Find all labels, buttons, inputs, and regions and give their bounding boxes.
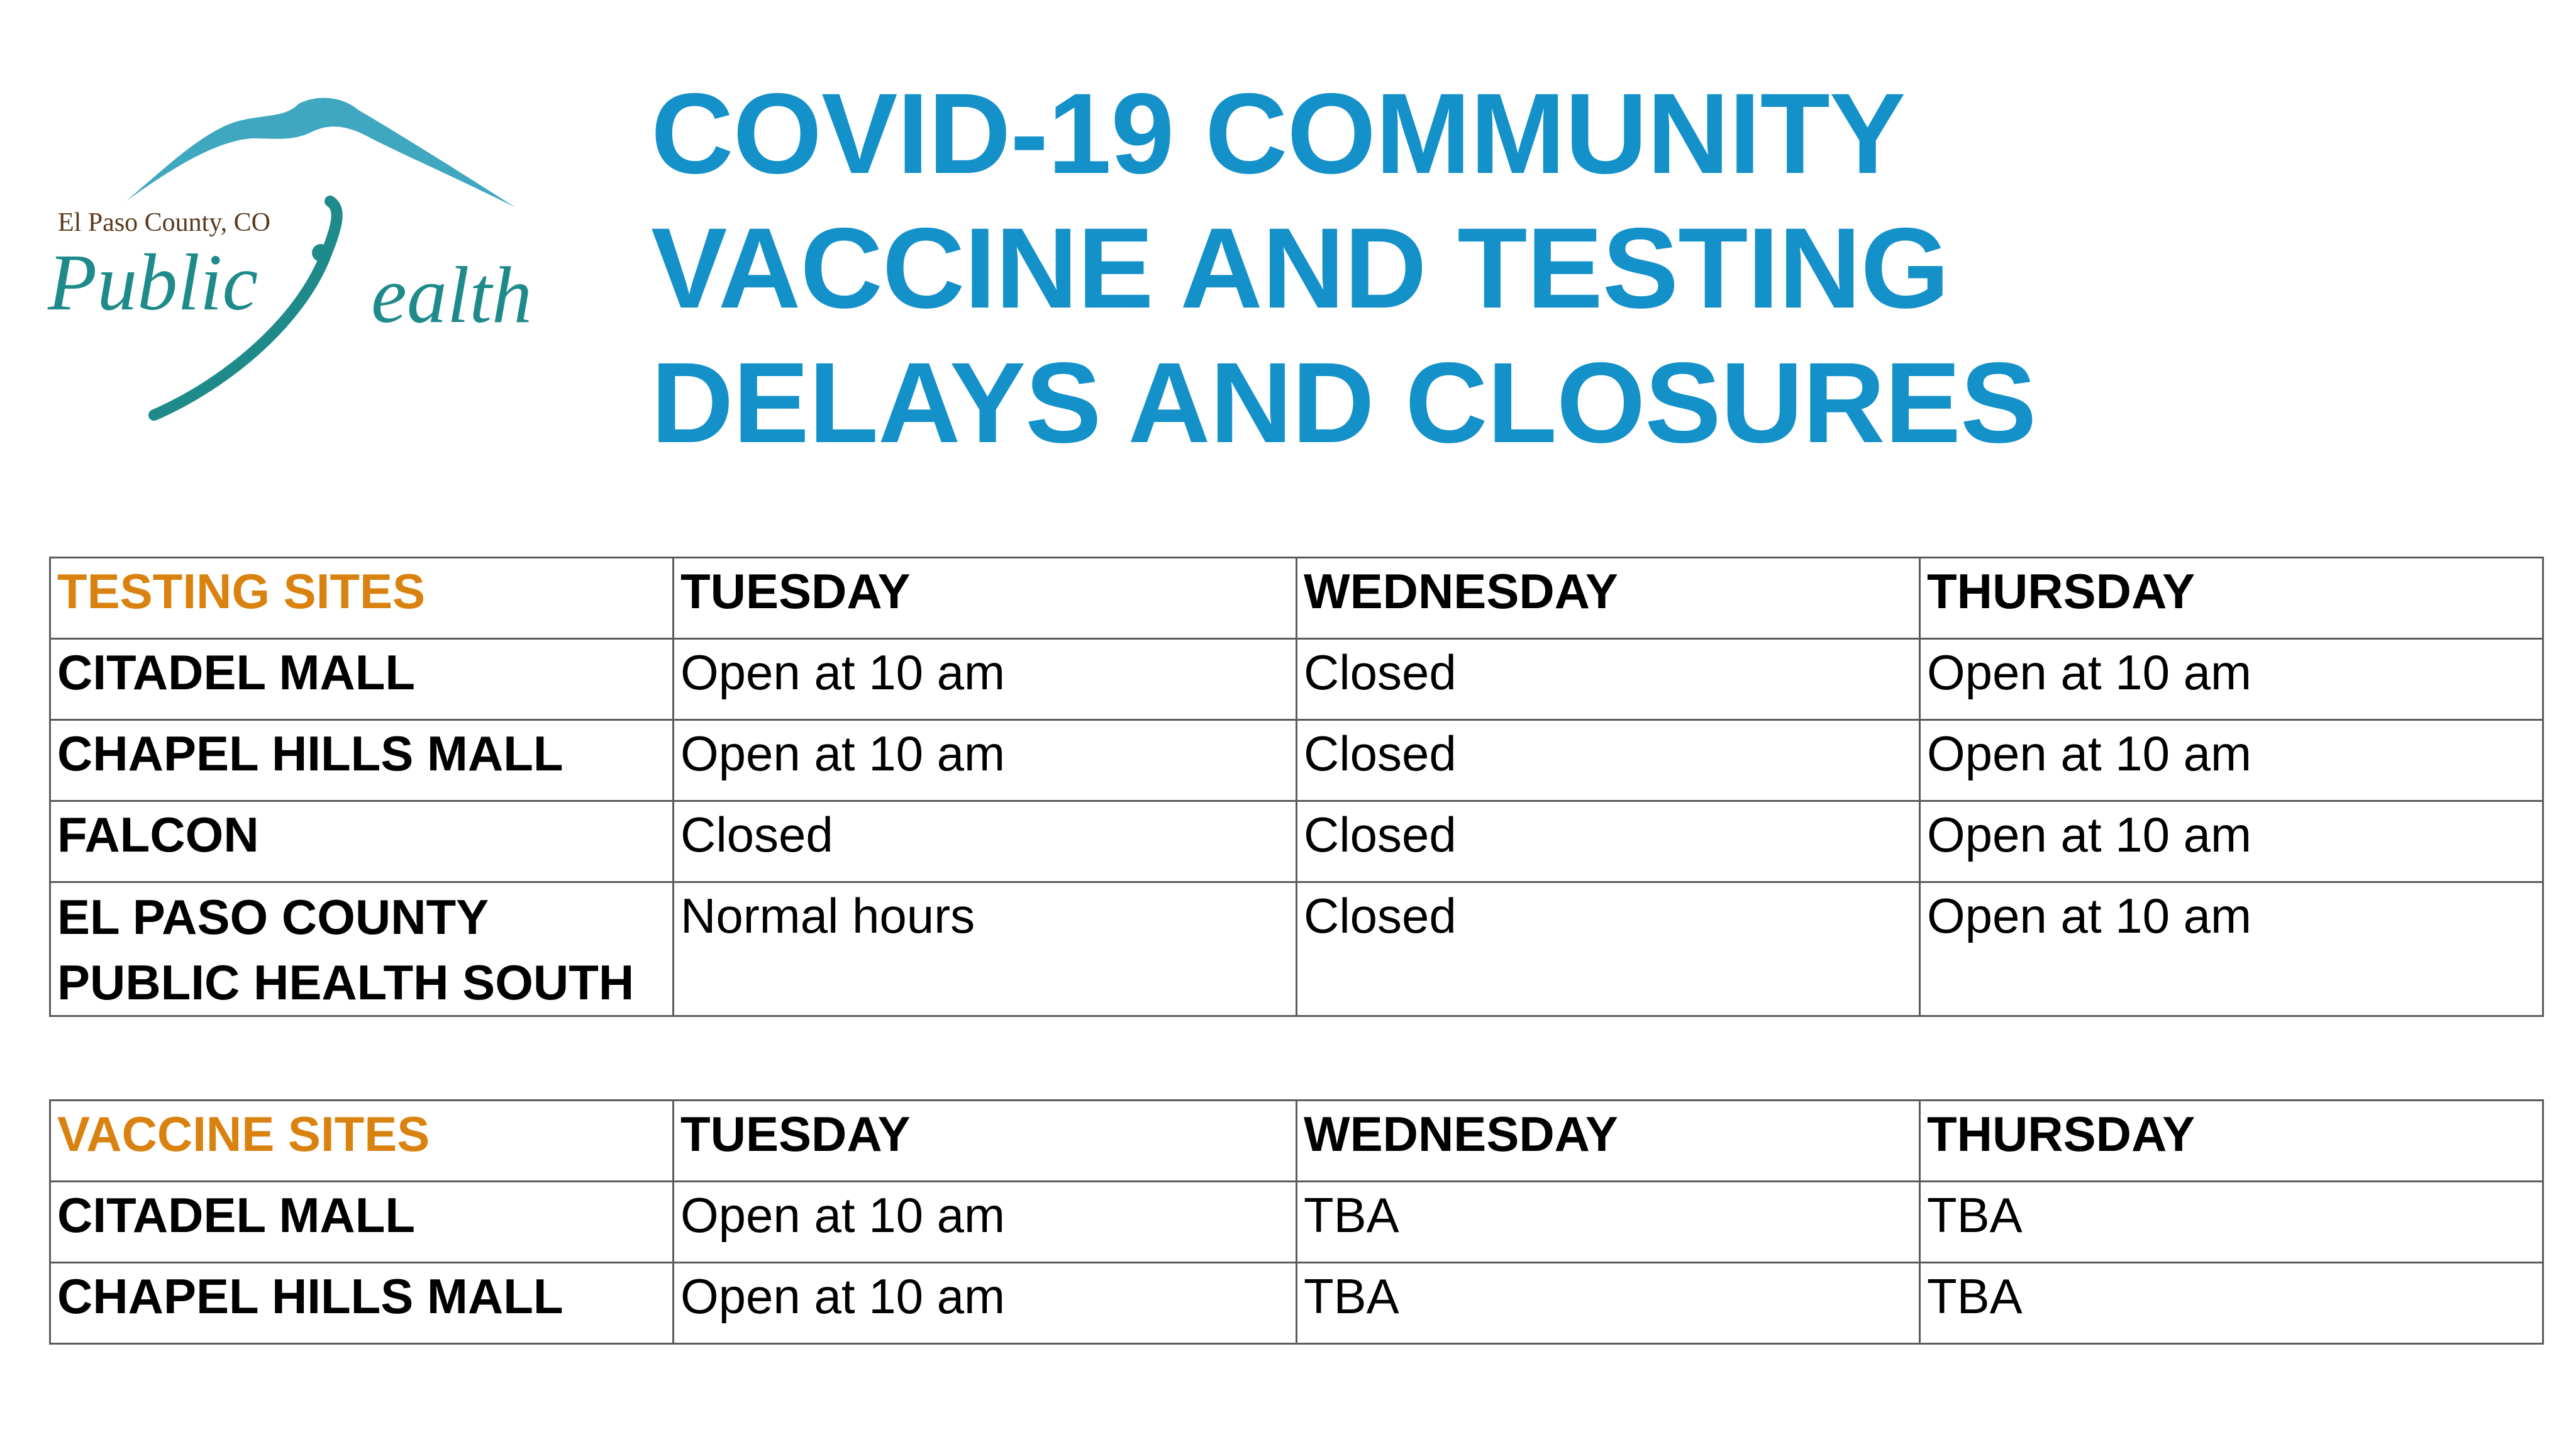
table-header-row: [50, 1101, 2543, 1182]
table-row: [50, 801, 2543, 882]
header-wednesday: WEDNESDAY: [1297, 558, 1920, 639]
table-row: [50, 720, 2543, 801]
public-health-logo: [44, 88, 547, 428]
site-name: CHAPEL HILLS MALL: [50, 1263, 674, 1344]
header-vaccine-sites: VACCINE SITES: [50, 1101, 674, 1182]
table-row: [50, 1263, 2543, 1344]
page-title: [651, 66, 2097, 470]
wednesday-status: Closed: [1297, 882, 1920, 1016]
wednesday-status: TBA: [1297, 1182, 1920, 1263]
table-row: [50, 882, 2543, 1016]
title-line-2: VACCINE AND TESTING: [651, 204, 1949, 332]
table-row: [50, 639, 2543, 720]
testing-sites-table: [49, 557, 2544, 1017]
site-name: FALCON: [50, 801, 674, 882]
header-thursday: THURSDAY: [1920, 1101, 2543, 1182]
tuesday-status: Open at 10 am: [674, 720, 1297, 801]
header-tuesday: TUESDAY: [674, 1101, 1297, 1182]
header-thursday: THURSDAY: [1920, 558, 2543, 639]
wednesday-status: Closed: [1297, 801, 1920, 882]
table-row: [50, 1182, 2543, 1263]
logo-county-text: El Paso County, CO: [58, 208, 270, 237]
tuesday-status: Open at 10 am: [674, 1182, 1297, 1263]
thursday-status: Open at 10 am: [1920, 720, 2543, 801]
tuesday-status: Closed: [674, 801, 1297, 882]
thursday-status: Open at 10 am: [1920, 801, 2543, 882]
table-header-row: [50, 558, 2543, 639]
thursday-status: TBA: [1920, 1263, 2543, 1344]
vaccine-sites-table: [49, 1099, 2544, 1345]
tuesday-status: Open at 10 am: [674, 639, 1297, 720]
thursday-status: Open at 10 am: [1920, 639, 2543, 720]
site-name: CITADEL MALL: [50, 639, 674, 720]
site-name: CITADEL MALL: [50, 1182, 674, 1263]
wednesday-status: Closed: [1297, 639, 1920, 720]
header-wednesday: WEDNESDAY: [1297, 1101, 1920, 1182]
header-tuesday: TUESDAY: [674, 558, 1297, 639]
tuesday-status: Open at 10 am: [674, 1263, 1297, 1344]
wednesday-status: Closed: [1297, 720, 1920, 801]
site-name: EL PASO COUNTY PUBLIC HEALTH SOUTH: [50, 882, 674, 1016]
tuesday-status: Normal hours: [674, 882, 1297, 1016]
thursday-status: TBA: [1920, 1182, 2543, 1263]
thursday-status: Open at 10 am: [1920, 882, 2543, 1016]
site-name: CHAPEL HILLS MALL: [50, 720, 674, 801]
title-line-3: DELAYS AND CLOSURES: [651, 338, 2036, 467]
title-line-1: COVID-19 COMMUNITY: [651, 69, 1906, 197]
header-testing-sites: TESTING SITES: [50, 558, 674, 639]
logo-public-text: Public: [48, 238, 258, 327]
wednesday-status: TBA: [1297, 1263, 1920, 1344]
logo-health-text: ealth: [371, 250, 532, 340]
